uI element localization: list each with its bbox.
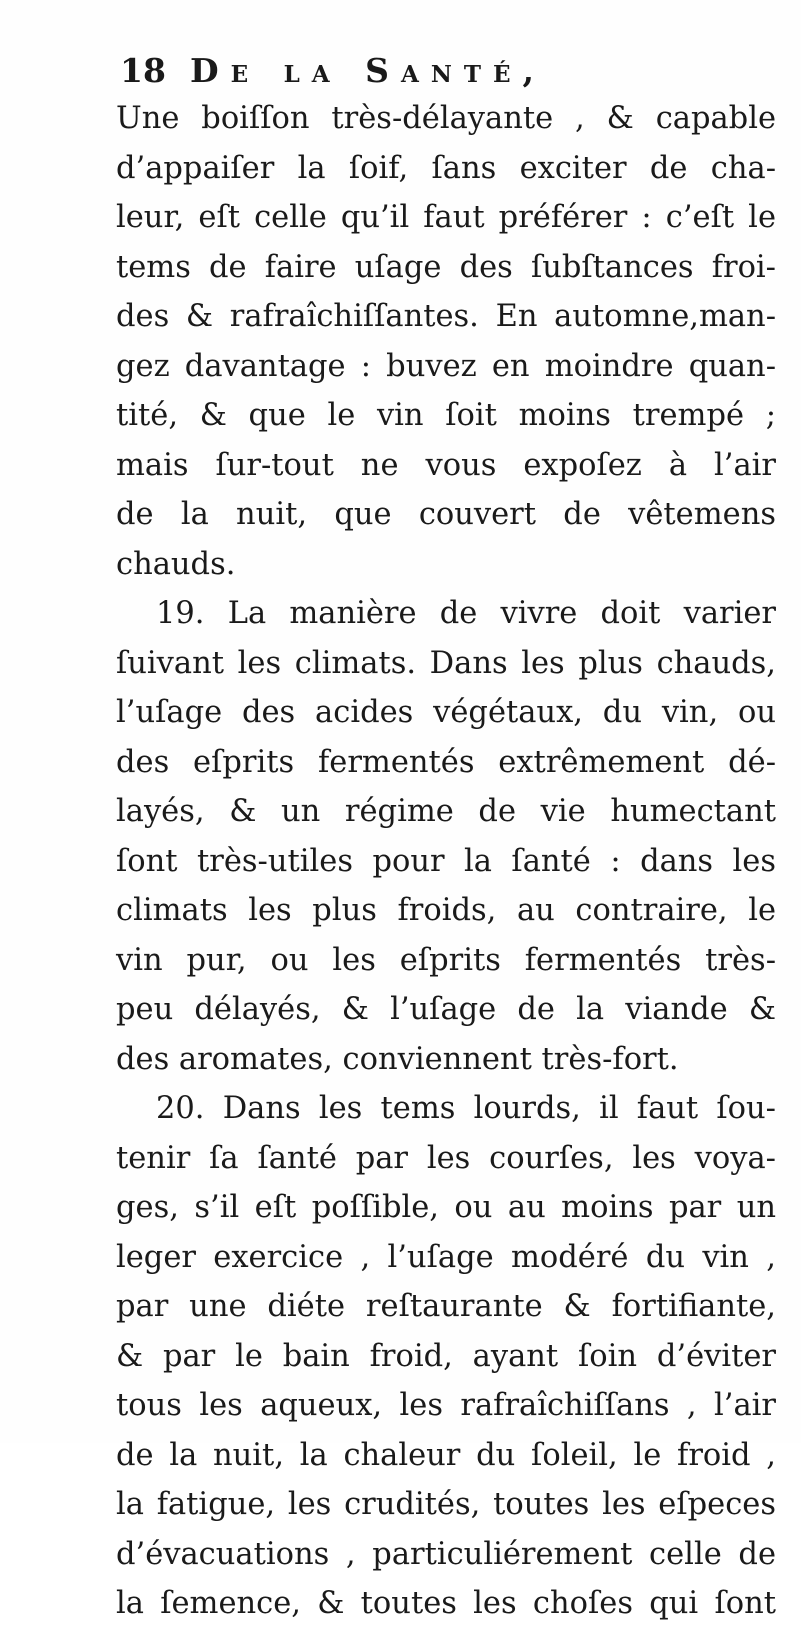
text-line: gez davantage : buvez en moindre quan- xyxy=(116,348,776,384)
text-line: des aromates, conviennent très-fort. xyxy=(116,1041,679,1077)
paragraph-start-line: 20. Dans les tems lourds, il faut ſou- xyxy=(156,1091,776,1126)
text-line: tité, & que le vin ſoit moins trempé ; xyxy=(116,398,776,433)
text-line: climats les plus froids, au contraire, le xyxy=(116,893,776,928)
text-line: par une diéte reſtaurante & fortifiante, xyxy=(116,1289,776,1324)
text-line: chauds. xyxy=(116,546,236,582)
text-line: des eſprits fermentés extrêmement dé- xyxy=(116,744,776,780)
text-line: mais ſur-tout ne vous expoſez à l’air xyxy=(116,447,776,483)
text-line: leger exercice , l’uſage modéré du vin , xyxy=(116,1239,776,1275)
text-line: de la nuit, la chaleur du ſoleil, le froid , xyxy=(116,1437,776,1473)
running-title: De la Santé, xyxy=(190,51,546,90)
text-line: leur, eſt celle qu’il faut préférer : c’eſt le xyxy=(116,200,776,235)
text-line: tems de faire uſage des ſubſtances froi- xyxy=(116,249,776,285)
text-line: & par le bain froid, ayant ſoin d’éviter xyxy=(116,1338,776,1374)
text-line: des & rafraîchiſſantes. En automne,man- xyxy=(116,299,776,334)
text-line: ſuivant les climats. Dans les plus chauds, xyxy=(116,645,776,681)
text-line: l’uſage des acides végétaux, du vin, ou xyxy=(116,695,776,730)
text-line: tous les aqueux, les rafraîchiſſans , l’air xyxy=(116,1388,776,1423)
text-line: tenir ſa ſanté par les courſes, les voya- xyxy=(116,1140,776,1176)
text-line: vin pur, ou les eſprits fermentés très- xyxy=(116,942,776,978)
body-text xyxy=(116,94,776,1629)
paragraph-start-line: 19. La manière de vivre doit varier xyxy=(156,596,776,631)
text-line: de la nuit, que couvert de vêtemens xyxy=(116,497,776,532)
text-line: layés, & un régime de vie humectant xyxy=(116,794,776,829)
page-number: 18 xyxy=(120,51,166,90)
text-line: Une boiſſon très-délayante , & capable xyxy=(116,101,776,136)
text-line: peu délayés, & l’uſage de la viande & xyxy=(116,992,776,1027)
text-line: la ſemence, & toutes les choſes qui ſont xyxy=(116,1586,776,1621)
text-line: d’appaiſer la ſoif, ſans exciter de cha- xyxy=(116,150,776,186)
text-line: ſont très-utiles pour la ſanté : dans les xyxy=(116,843,776,879)
running-head xyxy=(120,46,680,96)
text-line: d’évacuations , particuliérement celle de xyxy=(116,1536,776,1572)
text-line: ges, s’il eſt poſſible, ou au moins par un xyxy=(116,1190,776,1225)
text-line: la fatigue, les crudités, toutes les eſpeces xyxy=(116,1487,776,1522)
